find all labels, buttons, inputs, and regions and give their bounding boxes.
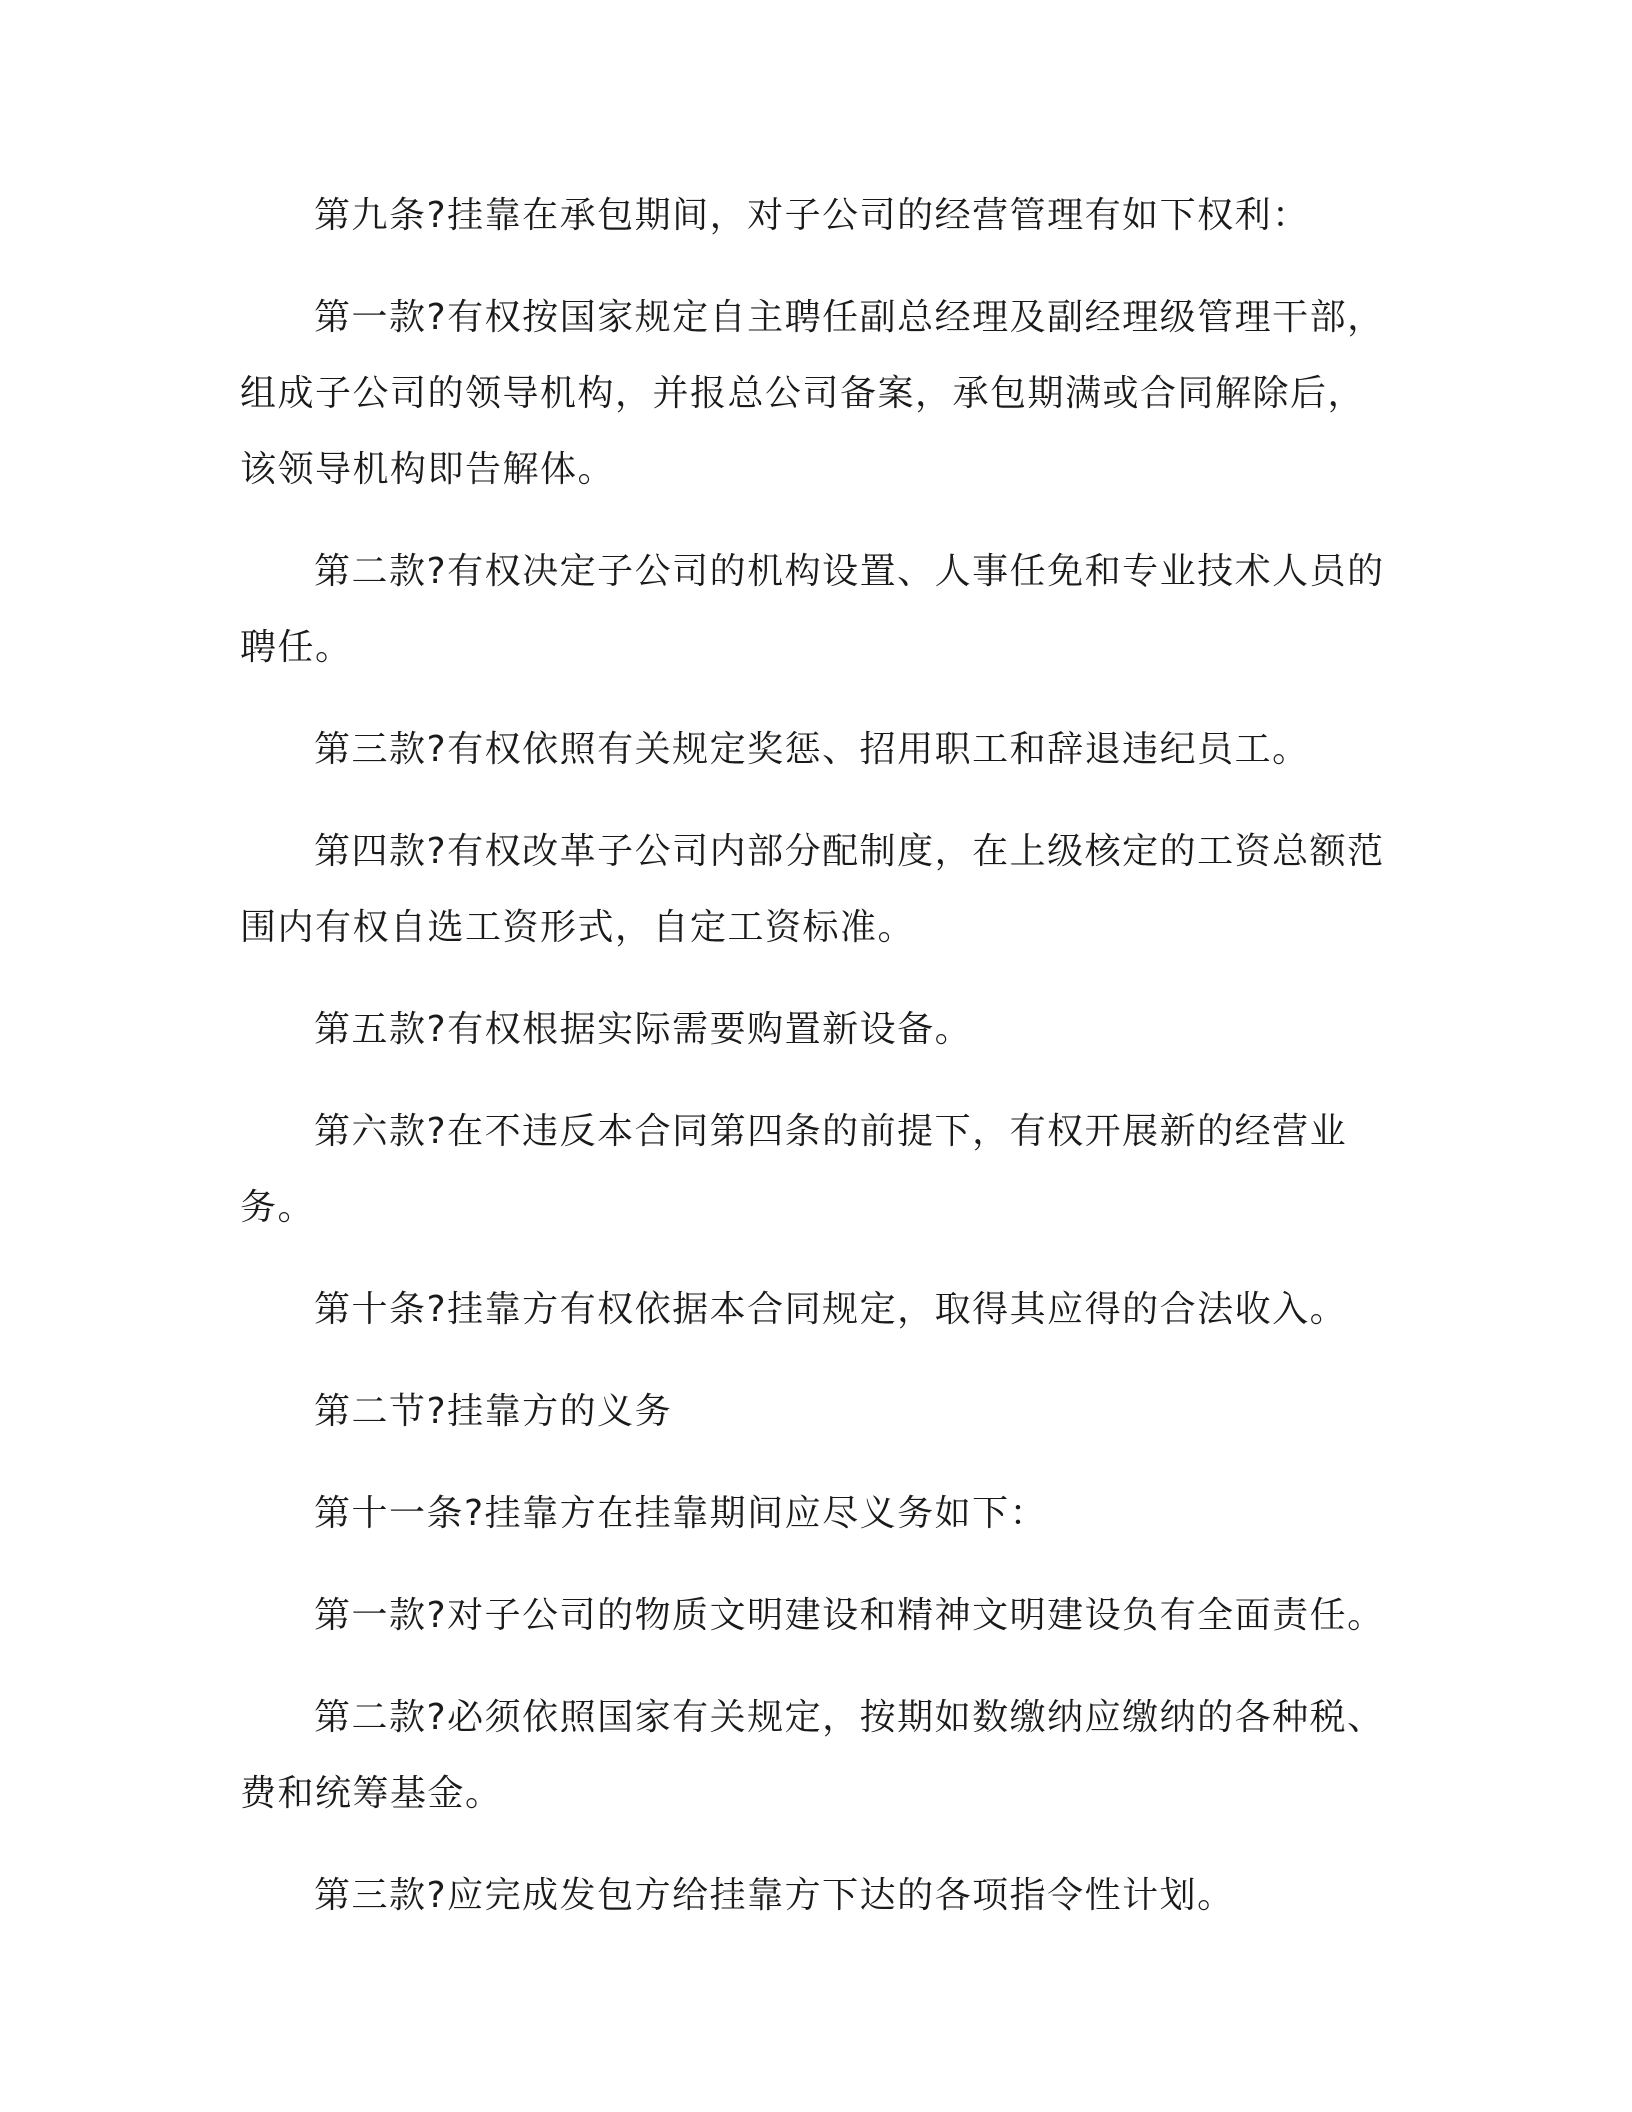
article-9-clause-1: 第一款?有权按国家规定自主聘任副总经理及副经理级管理干部，组成子公司的领导机构，并报总公司备案，承包期满或合同解除后，该领导机构即告解体。 bbox=[240, 297, 1385, 490]
article-11-clause-2: 第二款?必须依照国家有关规定，按期如数缴纳应缴纳的各种税、费和统筹基金。 bbox=[240, 1697, 1385, 1814]
article-9-clause-4: 第四款?有权改革子公司内部分配制度，在上级核定的工资总额范围内有权自选工资形式，自定工资标准。 bbox=[240, 831, 1385, 948]
article-9-clause-5: 第五款?有权根据实际需要购置新设备。 bbox=[314, 1009, 973, 1050]
article-9-heading: 第九条?挂靠在承包期间，对子公司的经营管理有如下权利： bbox=[314, 195, 1310, 236]
document-body bbox=[240, 178, 1400, 1934]
article-9-clause-3: 第三款?有权依照有关规定奖惩、招用职工和辞退违纪员工。 bbox=[314, 729, 1310, 770]
article-11-clause-3: 第三款?应完成发包方给挂靠方下达的各项指令性计划。 bbox=[314, 1875, 1235, 1916]
article-11-heading: 第十一条?挂靠方在挂靠期间应尽义务如下： bbox=[314, 1493, 1048, 1534]
article-9-clause-2: 第二款?有权决定子公司的机构设置、人事任免和专业技术人员的聘任。 bbox=[240, 551, 1385, 668]
article-10: 第十条?挂靠方有权依据本合同规定，取得其应得的合法收入。 bbox=[314, 1289, 1348, 1330]
article-9-clause-6: 第六款?在不违反本合同第四条的前提下，有权开展新的经营业务。 bbox=[240, 1111, 1348, 1228]
section-2-heading: 第二节?挂靠方的义务 bbox=[314, 1391, 673, 1432]
article-11-clause-1: 第一款?对子公司的物质文明建设和精神文明建设负有全面责任。 bbox=[314, 1595, 1385, 1636]
